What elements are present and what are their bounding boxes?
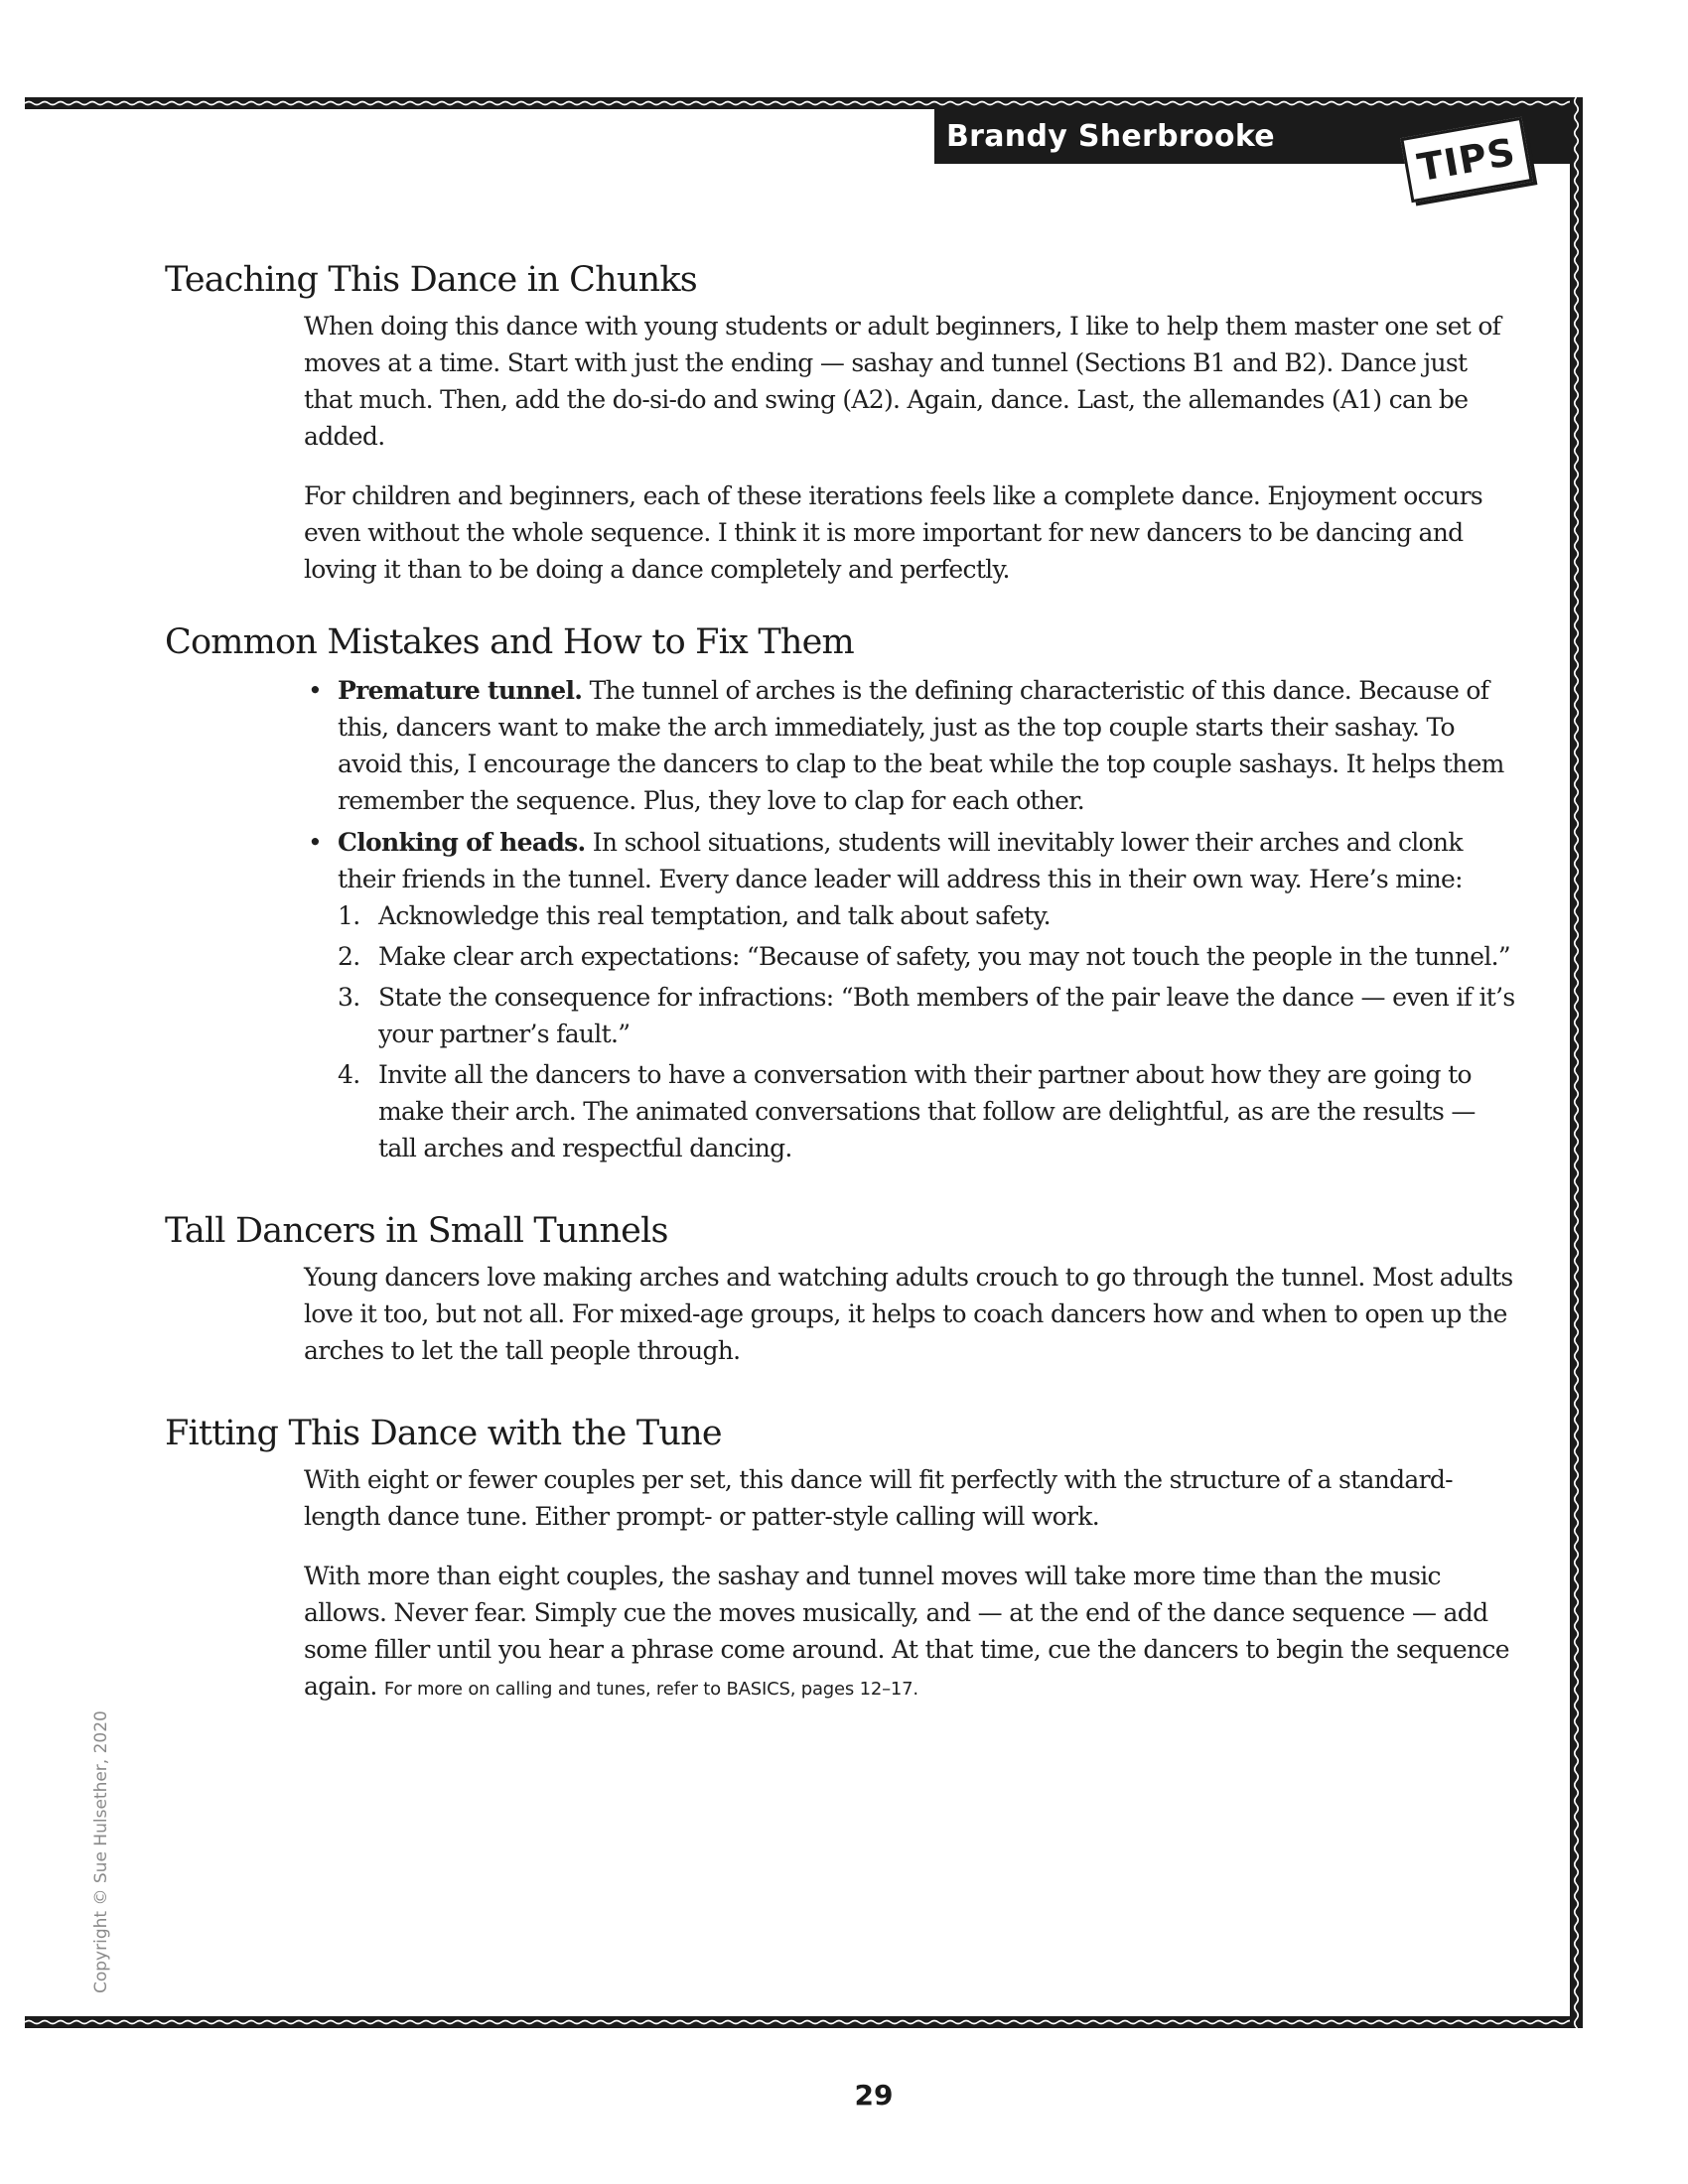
section-heading: Common Mistakes and How to Fix Them [165, 622, 854, 662]
article-content [165, 258, 1515, 1707]
reference-note: For more on calling and tunes, refer to BASICS, pages 12–17. [383, 1679, 918, 1700]
section-heading: Tall Dancers in Small Tunnels [165, 1211, 668, 1251]
bullet-icon: • [308, 676, 323, 705]
step-number: 1. [338, 901, 360, 930]
copyright-notice: Copyright © Sue Hulsether, 2020 [91, 1710, 111, 1993]
section-heading: Teaching This Dance in Chunks [165, 260, 697, 300]
section-tall-dancers [165, 1209, 1515, 1369]
list-item [304, 824, 1515, 1166]
right-border [1570, 97, 1583, 2028]
bottom-border [25, 2016, 1583, 2028]
step-number: 2. [338, 942, 360, 971]
step-item [338, 979, 1515, 1052]
step-number: 3. [338, 983, 360, 1012]
list-item-lead: Clonking of heads. [338, 828, 586, 857]
step-item [338, 1056, 1515, 1166]
step-item [338, 897, 1515, 934]
step-text: State the consequence for infractions: “Both members of the pair leave the dance — even if it’s your partner’s fault.” [378, 983, 1515, 1048]
mistakes-list [304, 672, 1515, 1166]
paragraph: With eight or fewer couples per set, this dance will fit perfectly with the structure of a standard-length dance tune. Either prompt- or patter-style calling will work. [304, 1465, 1453, 1531]
steps-list [338, 897, 1515, 1166]
step-item [338, 938, 1515, 975]
bullet-icon: • [308, 828, 323, 857]
section-heading: Fitting This Dance with the Tune [165, 1414, 722, 1453]
right-border-wave [1573, 97, 1580, 2028]
author-name: Brandy Sherbrooke [946, 119, 1275, 154]
list-item [304, 672, 1515, 819]
page-number: 29 [854, 2079, 894, 2112]
paragraph [304, 1558, 1515, 1707]
list-item-text: The tunnel of arches is the defining characteristic of this dance. Because of this, dancers want to make the arch immediately, just as the top couple starts their sashay. To avoid this, I encourage the dancers to clap to the beat while the top couple sashays. It helps them remember the sequence. Plus, they love to clap for each other. [338, 676, 1504, 815]
list-item-text: In school situations, students will inevitably lower their arches and clonk their friends in the tunnel. Every dance leader will address this in their own way. Here’s mine: [338, 828, 1463, 893]
list-item-lead: Premature tunnel. [338, 676, 583, 705]
step-text: Make clear arch expectations: “Because of safety, you may not touch the people in the tunnel.” [378, 942, 1511, 971]
step-number: 4. [338, 1060, 360, 1089]
step-text: Acknowledge this real temptation, and talk about safety. [378, 901, 1051, 930]
paragraph: When doing this dance with young students or adult beginners, I like to help them master one set of moves at a time. Start with just the ending — sashay and tunnel (Sections B1 and B2). Dance just that much. Then, add the do-si-do and swing (A2). Again, dance. Last, the allemandes (A1) can be added. [304, 312, 1501, 451]
section-teaching-in-chunks [165, 258, 1515, 588]
step-text: Invite all the dancers to have a conversation with their partner about how they are going to make their arch. The animated conversations that follow are delightful, as are the results — tall arches and respectful dancing. [378, 1060, 1476, 1162]
section-common-mistakes [165, 620, 1515, 1166]
paragraph: Young dancers love making arches and watching adults crouch to go through the tunnel. Most adults love it too, but not all. For mixed-age groups, it helps to coach dancers how and when to open up the arches to let the tall people through. [304, 1263, 1513, 1365]
paragraph-text: With more than eight couples, the sashay and tunnel moves will take more time than the music allows. Never fear. Simply cue the moves musically, and — at the end of the dance sequence — add some filler until you hear a phrase come around. At that time, cue the dancers to begin the sequence again. [304, 1562, 1509, 1701]
tips-badge-label: TIPS [1414, 129, 1519, 191]
paragraph: For children and beginners, each of these iterations feels like a complete dance. Enjoyment occurs even without the whole sequence. I think it is more important for new dancers to be dancing and loving it than to be doing a dance completely and perfectly. [304, 481, 1483, 584]
section-fitting-tune [165, 1412, 1515, 1707]
top-border [25, 97, 1583, 109]
top-border-wave [25, 100, 1583, 106]
bottom-border-wave [25, 2019, 1583, 2025]
